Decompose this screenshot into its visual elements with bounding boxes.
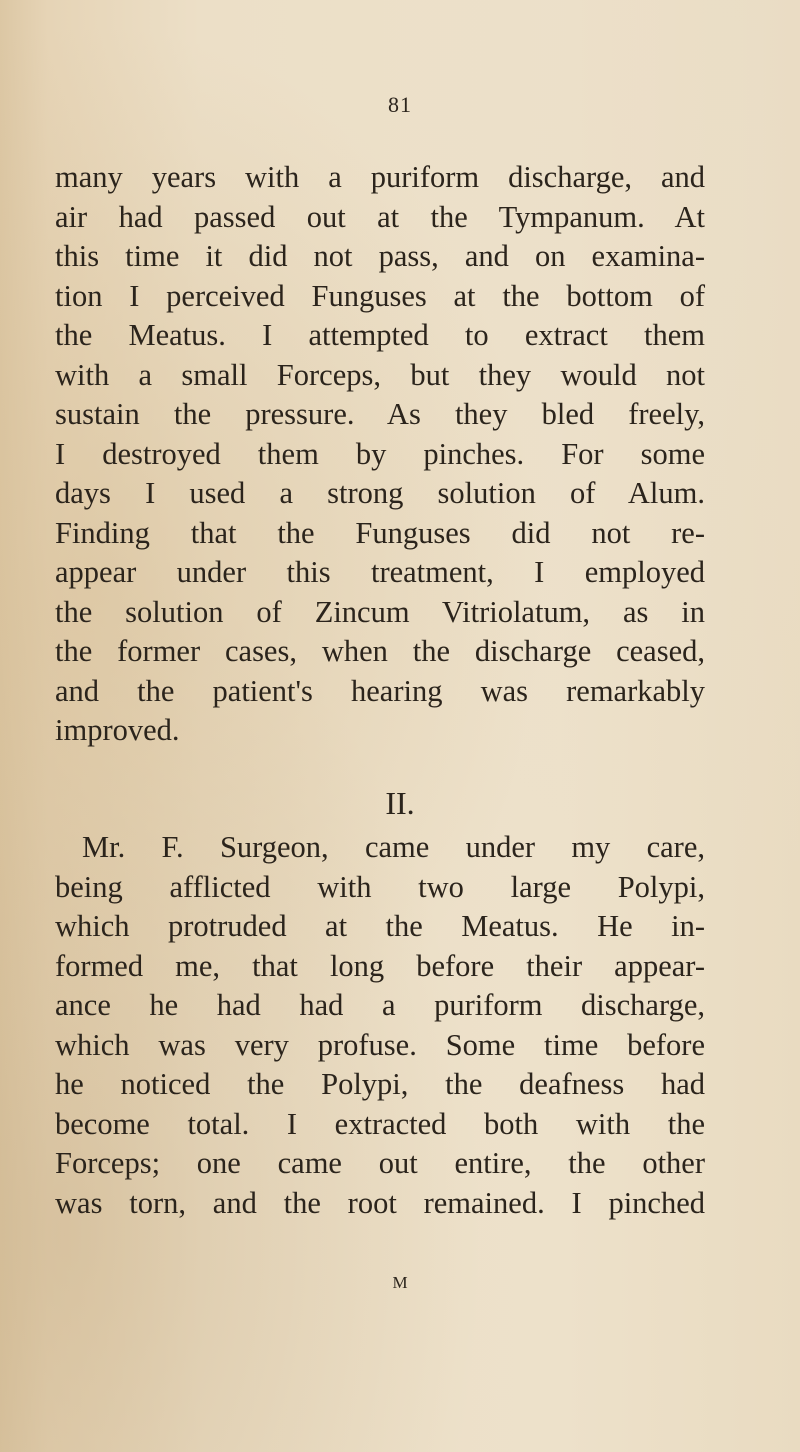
paragraph-1	[55, 158, 705, 751]
text-line: Mr. F. Surgeon, came under my care,	[82, 830, 705, 864]
text-line: the former cases, when the discharge ceased,	[55, 634, 705, 668]
text-line: he noticed the Polypi, the deafness had	[55, 1067, 705, 1101]
text-line: with a small Forceps, but they would not	[55, 357, 705, 392]
text-line: air had passed out at the Tympanum. At	[55, 199, 705, 234]
text-line: being afflicted with two large Polypi,	[55, 869, 705, 904]
text-line: Finding that the Funguses did not re-	[55, 515, 705, 550]
text-line: the solution of Zincum Vitriolatum, as in	[55, 594, 705, 629]
signature-mark: M	[392, 1273, 408, 1292]
text-line: I destroyed them by pinches. For some	[55, 436, 705, 471]
section-heading: II.	[385, 785, 415, 821]
text-line: formed me, that long before their appear-	[55, 948, 705, 983]
text-line: many years with a puriform discharge, and	[55, 160, 705, 194]
text-line: appear under this treatment, I employed	[55, 555, 705, 589]
text-line: which was very profuse. Some time before	[55, 1027, 705, 1062]
text-line: tion I perceived Funguses at the bottom of	[55, 278, 705, 313]
text-line: days I used a strong solution of Alum.	[55, 476, 705, 510]
page-number: 81	[388, 92, 412, 117]
text-line: the Meatus. I attempted to extract them	[55, 318, 705, 352]
text-line: Forceps; one came out entire, the other	[55, 1146, 705, 1180]
text-line: improved.	[55, 713, 180, 747]
text-line: this time it did not pass, and on examina-	[55, 239, 705, 273]
text-line: become total. I extracted both with the	[55, 1106, 705, 1141]
text-line: ance he had had a puriform discharge,	[55, 988, 705, 1022]
text-line: and the patient's hearing was remarkably	[55, 673, 705, 708]
text-line: was torn, and the root remained. I pinched	[55, 1185, 705, 1220]
text-line: sustain the pressure. As they bled freely,	[55, 397, 705, 431]
paragraph-2	[55, 828, 705, 1223]
text-line: which protruded at the Meatus. He in-	[55, 909, 705, 943]
